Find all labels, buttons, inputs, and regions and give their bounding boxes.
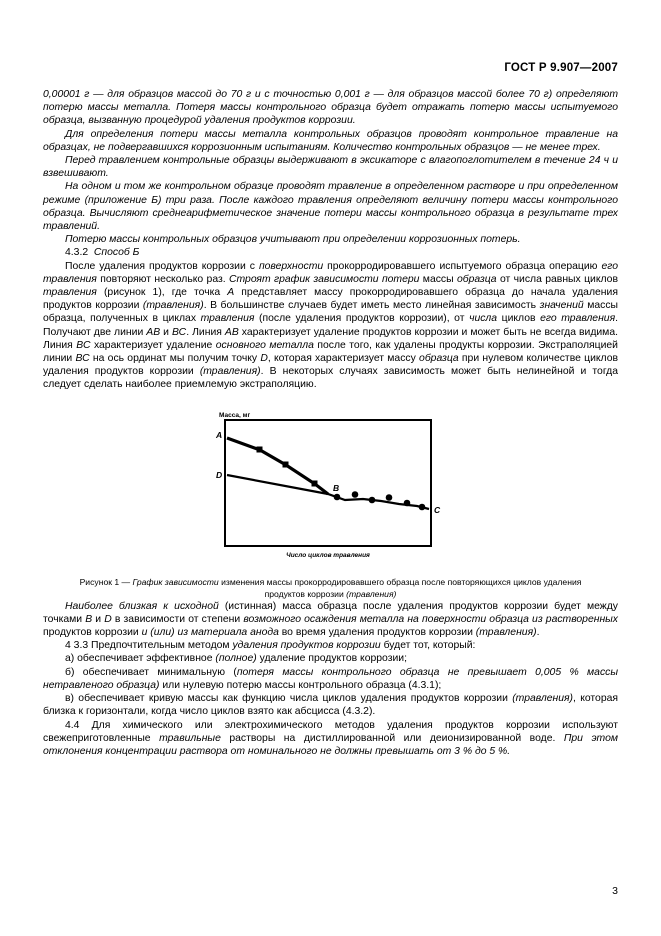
- p6-seg-j: травления: [43, 287, 97, 299]
- p7-seg-k: (травления): [475, 627, 537, 639]
- figure-caption: [43, 576, 618, 600]
- p6-seg-s: (после удаления продуктов коррозии), от: [254, 313, 470, 325]
- section-title: Способ Б: [93, 247, 140, 259]
- p6-seg-t: числа: [469, 313, 498, 325]
- list-item-v-text-2: (травления): [512, 693, 573, 705]
- chart-frame: [225, 420, 431, 546]
- para1-italic-lead: 0,00001 г — для образцов массой до 70 г и с точностью 0,001 г — для образцов массой более 70 г) определяют потерю массы металла. Потеря массы контрольного образца будет отражать потерю массы испытуемого образца, вызванную процедурой удаления продуктов коррозии.: [43, 89, 618, 127]
- p7-seg-d: и: [92, 613, 105, 625]
- p6-seg-c: прокорродировавшего испытуемого образца операцию: [323, 260, 602, 272]
- list-item-a: [43, 652, 618, 665]
- chart-point-label-d: D: [215, 469, 222, 480]
- p6-seg-b: поверхности: [258, 260, 324, 272]
- p6-seg-ad: ВС: [76, 339, 91, 351]
- section-heading-4-3-2: [43, 246, 618, 259]
- p6-seg-r: травления: [200, 313, 255, 325]
- list-item-a-text-1: обеспечивает эффективное: [74, 653, 216, 665]
- p6-seg-u: циклов: [497, 313, 541, 325]
- p6-seg-p: значений: [539, 300, 584, 312]
- p6-seg-y: и: [160, 326, 172, 338]
- p7-seg-a: Наиболее близкая к исходной: [65, 600, 219, 612]
- corrosion-mass-chart: [211, 408, 451, 563]
- p6-seg-ao: . В некоторых случаях зависимость может быть нелинейной и тогда следует сделать наиболее приемлемую экстраполяцию.: [43, 366, 618, 391]
- chart-point-label-c: C: [433, 504, 440, 515]
- chart-marker-ab: [256, 446, 262, 452]
- p7-seg-j: во время удаления продуктов коррозии: [278, 627, 476, 639]
- p6-seg-am: при нулевом количестве циклов удаления продуктов коррозии: [43, 353, 619, 378]
- list-item-v-label: в): [65, 693, 74, 705]
- paragraph-4: На одном и том же контрольном образце проводят травление в определенном растворе и при определенном режиме (приложение Б) три раза. После каждого травления определяют величину потери массы контрольного образца. Вычисляют среднеарифметическое значение потери массы контрольного образца в результате трех травлений.: [43, 181, 618, 233]
- p7-seg-g: возможного осаждения металла на поверхности образца из растворенных: [243, 613, 619, 625]
- p9-seg-b: травильные: [159, 732, 221, 744]
- p6-seg-ai: на ось ординат мы получим точку: [89, 353, 261, 365]
- p6-seg-af: основного металла: [215, 339, 314, 351]
- paragraph-1: [43, 88, 618, 128]
- p9-seg-d: При этом отклонения концентрации раствора от номинального не должны превышать от 3 % до 5 %.: [43, 732, 618, 757]
- list-item-b-text-3: или нулевую потерю массы контрольного образца (4.3.1);: [159, 679, 442, 691]
- list-item-b-text-1: обеспечивает минимальную (: [74, 666, 237, 678]
- p6-seg-an: (травления): [199, 366, 261, 378]
- list-item-v-text-3: , которая близка к горизонтали, когда число циклов взято как абсцисса (4.3.2).: [43, 693, 619, 718]
- p8-seg-b: удаления продуктов коррозии: [232, 640, 381, 652]
- page-number: 3: [612, 885, 618, 897]
- p6-seg-x: АВ: [146, 326, 161, 338]
- p6-seg-w: . Получают две линии: [43, 313, 619, 338]
- list-item-v: [43, 692, 618, 718]
- p6-seg-d: его травления: [43, 260, 619, 285]
- p8-seg-c: будет тот, который:: [380, 640, 476, 652]
- chart-x-axis-label: Число циклов травления: [285, 551, 370, 559]
- p6-seg-aa: . Линия: [186, 326, 225, 338]
- p6-seg-ac: характеризует удаление продуктов коррозии и может быть не всегда видима. Линия: [43, 326, 618, 351]
- list-item-b-label: б): [65, 666, 75, 678]
- chart-marker-bc: [333, 493, 340, 500]
- list-item-a-text-2: (полное): [215, 653, 257, 665]
- p6-seg-o: . В большинстве случаев будет иметь место линейная зависимость: [203, 300, 540, 312]
- p6-seg-ae: характеризует удаление: [90, 339, 216, 351]
- p7-seg-h: продуктов коррозии: [43, 627, 142, 639]
- p6-seg-q: массы образца, полученных в циклах: [43, 300, 618, 325]
- p6-seg-aj: D: [260, 353, 268, 365]
- paragraph-8: [43, 639, 618, 652]
- section-number-4-4: 4.4: [65, 719, 80, 731]
- chart-point-label-b: B: [332, 482, 339, 493]
- chart-marker-bc: [351, 491, 358, 498]
- figure-caption-prefix: Рисунок 1 —: [79, 576, 133, 587]
- figure-1: [43, 408, 618, 566]
- paragraph-9: [43, 719, 618, 759]
- p6-seg-g: массы: [419, 273, 457, 285]
- document-body: [43, 88, 618, 758]
- paragraph-7: [43, 600, 618, 640]
- p6-seg-v: его травления: [540, 313, 616, 325]
- chart-point-label-a: A: [215, 429, 222, 440]
- p6-seg-a: После удаления продуктов коррозии с: [65, 260, 259, 272]
- chart-marker-bc: [385, 494, 392, 501]
- figure-caption-rest: изменения массы прокорродировавшего образца после повторяющихся циклов удаления продуктов коррозии: [218, 576, 582, 599]
- p9-seg-a: Для химического или электрохимического методов удаления продуктов коррозии используют свежеприготовленные: [43, 719, 618, 744]
- paragraph-5: Потерю массы контрольных образцов учитывают при определении коррозионных потерь.: [65, 234, 521, 246]
- p6-seg-ab: АВ: [224, 326, 239, 338]
- p6-seg-n: (травления): [142, 300, 204, 312]
- p7-seg-f: в зависимости от степени: [111, 613, 244, 625]
- list-item-b: [43, 666, 618, 692]
- p8-seg-a: Предпочтительным методом: [88, 640, 233, 652]
- list-item-v-text-1: обеспечивает кривую массы как функцию числа циклов удаления продуктов коррозии: [73, 693, 513, 705]
- p6-seg-z: ВС: [171, 326, 187, 338]
- p6-seg-k: (рисунок 1), где точка: [96, 287, 228, 299]
- p7-seg-i: и (или) из материала анода: [141, 627, 279, 639]
- list-item-b-text-2: потеря массы контрольного образца не превышает 0,005 % массы нетравленого образца): [43, 666, 618, 691]
- p6-seg-l: А: [227, 287, 235, 299]
- chart-marker-bc: [418, 503, 425, 510]
- p6-seg-m: представляет массу прокорродировавшего образца до начала удаления продуктов коррозии: [43, 287, 618, 312]
- p6-seg-e: повторяют несколько раз.: [96, 273, 230, 285]
- p6-seg-ah: ВС: [75, 353, 90, 365]
- list-item-a-label: а): [65, 653, 75, 665]
- chart-marker-ab: [282, 461, 288, 467]
- standard-header: ГОСТ Р 9.907—2007: [504, 62, 618, 74]
- paragraph-3: Перед травлением контрольные образцы выдерживают в эксикаторе с влагопоглотителем в течение 24 ч и взвешивают.: [43, 155, 618, 180]
- section-number: 4.3.2: [65, 247, 89, 259]
- p9-seg-c: растворы на дистиллированной или деионизированной воде.: [220, 732, 564, 744]
- paragraph-6: [43, 260, 618, 392]
- chart-y-axis-label: Масса, мг: [218, 411, 250, 419]
- p7-seg-e: D: [104, 613, 112, 625]
- p6-seg-h: образца: [456, 273, 497, 285]
- p6-seg-al: образца: [419, 353, 459, 365]
- chart-marker-bc: [368, 496, 375, 503]
- section-number-4-3-3: 4 3.3: [65, 640, 89, 652]
- p7-seg-l: .: [536, 627, 540, 639]
- chart-marker-ab: [311, 480, 317, 486]
- p6-seg-ak: , которая характеризует массу: [267, 353, 420, 365]
- paragraph-2: Для определения потери массы металла контрольных образцов проводят контрольное травление на образцах, не подвергавшихся коррозионным испытаниям. Количество контрольных образцов — не менее трех.: [43, 128, 618, 153]
- p6-seg-i: от числа равных циклов: [496, 273, 618, 285]
- chart-marker-bc: [403, 499, 410, 506]
- p6-seg-ag: после того, как удалены продукты коррозии. Экстраполяцией линии: [43, 339, 618, 365]
- figure-caption-italic-2: (травления): [346, 588, 397, 599]
- p6-seg-f: Строят график зависимости потери: [229, 273, 420, 285]
- p7-seg-c: В: [85, 613, 93, 625]
- list-item-a-text-3: удаление продуктов коррозии;: [256, 653, 407, 665]
- p7-seg-b: (истинная) масса образца после удаления продуктов коррозии будет между точками: [43, 600, 618, 625]
- figure-caption-italic: График зависимости: [132, 576, 219, 587]
